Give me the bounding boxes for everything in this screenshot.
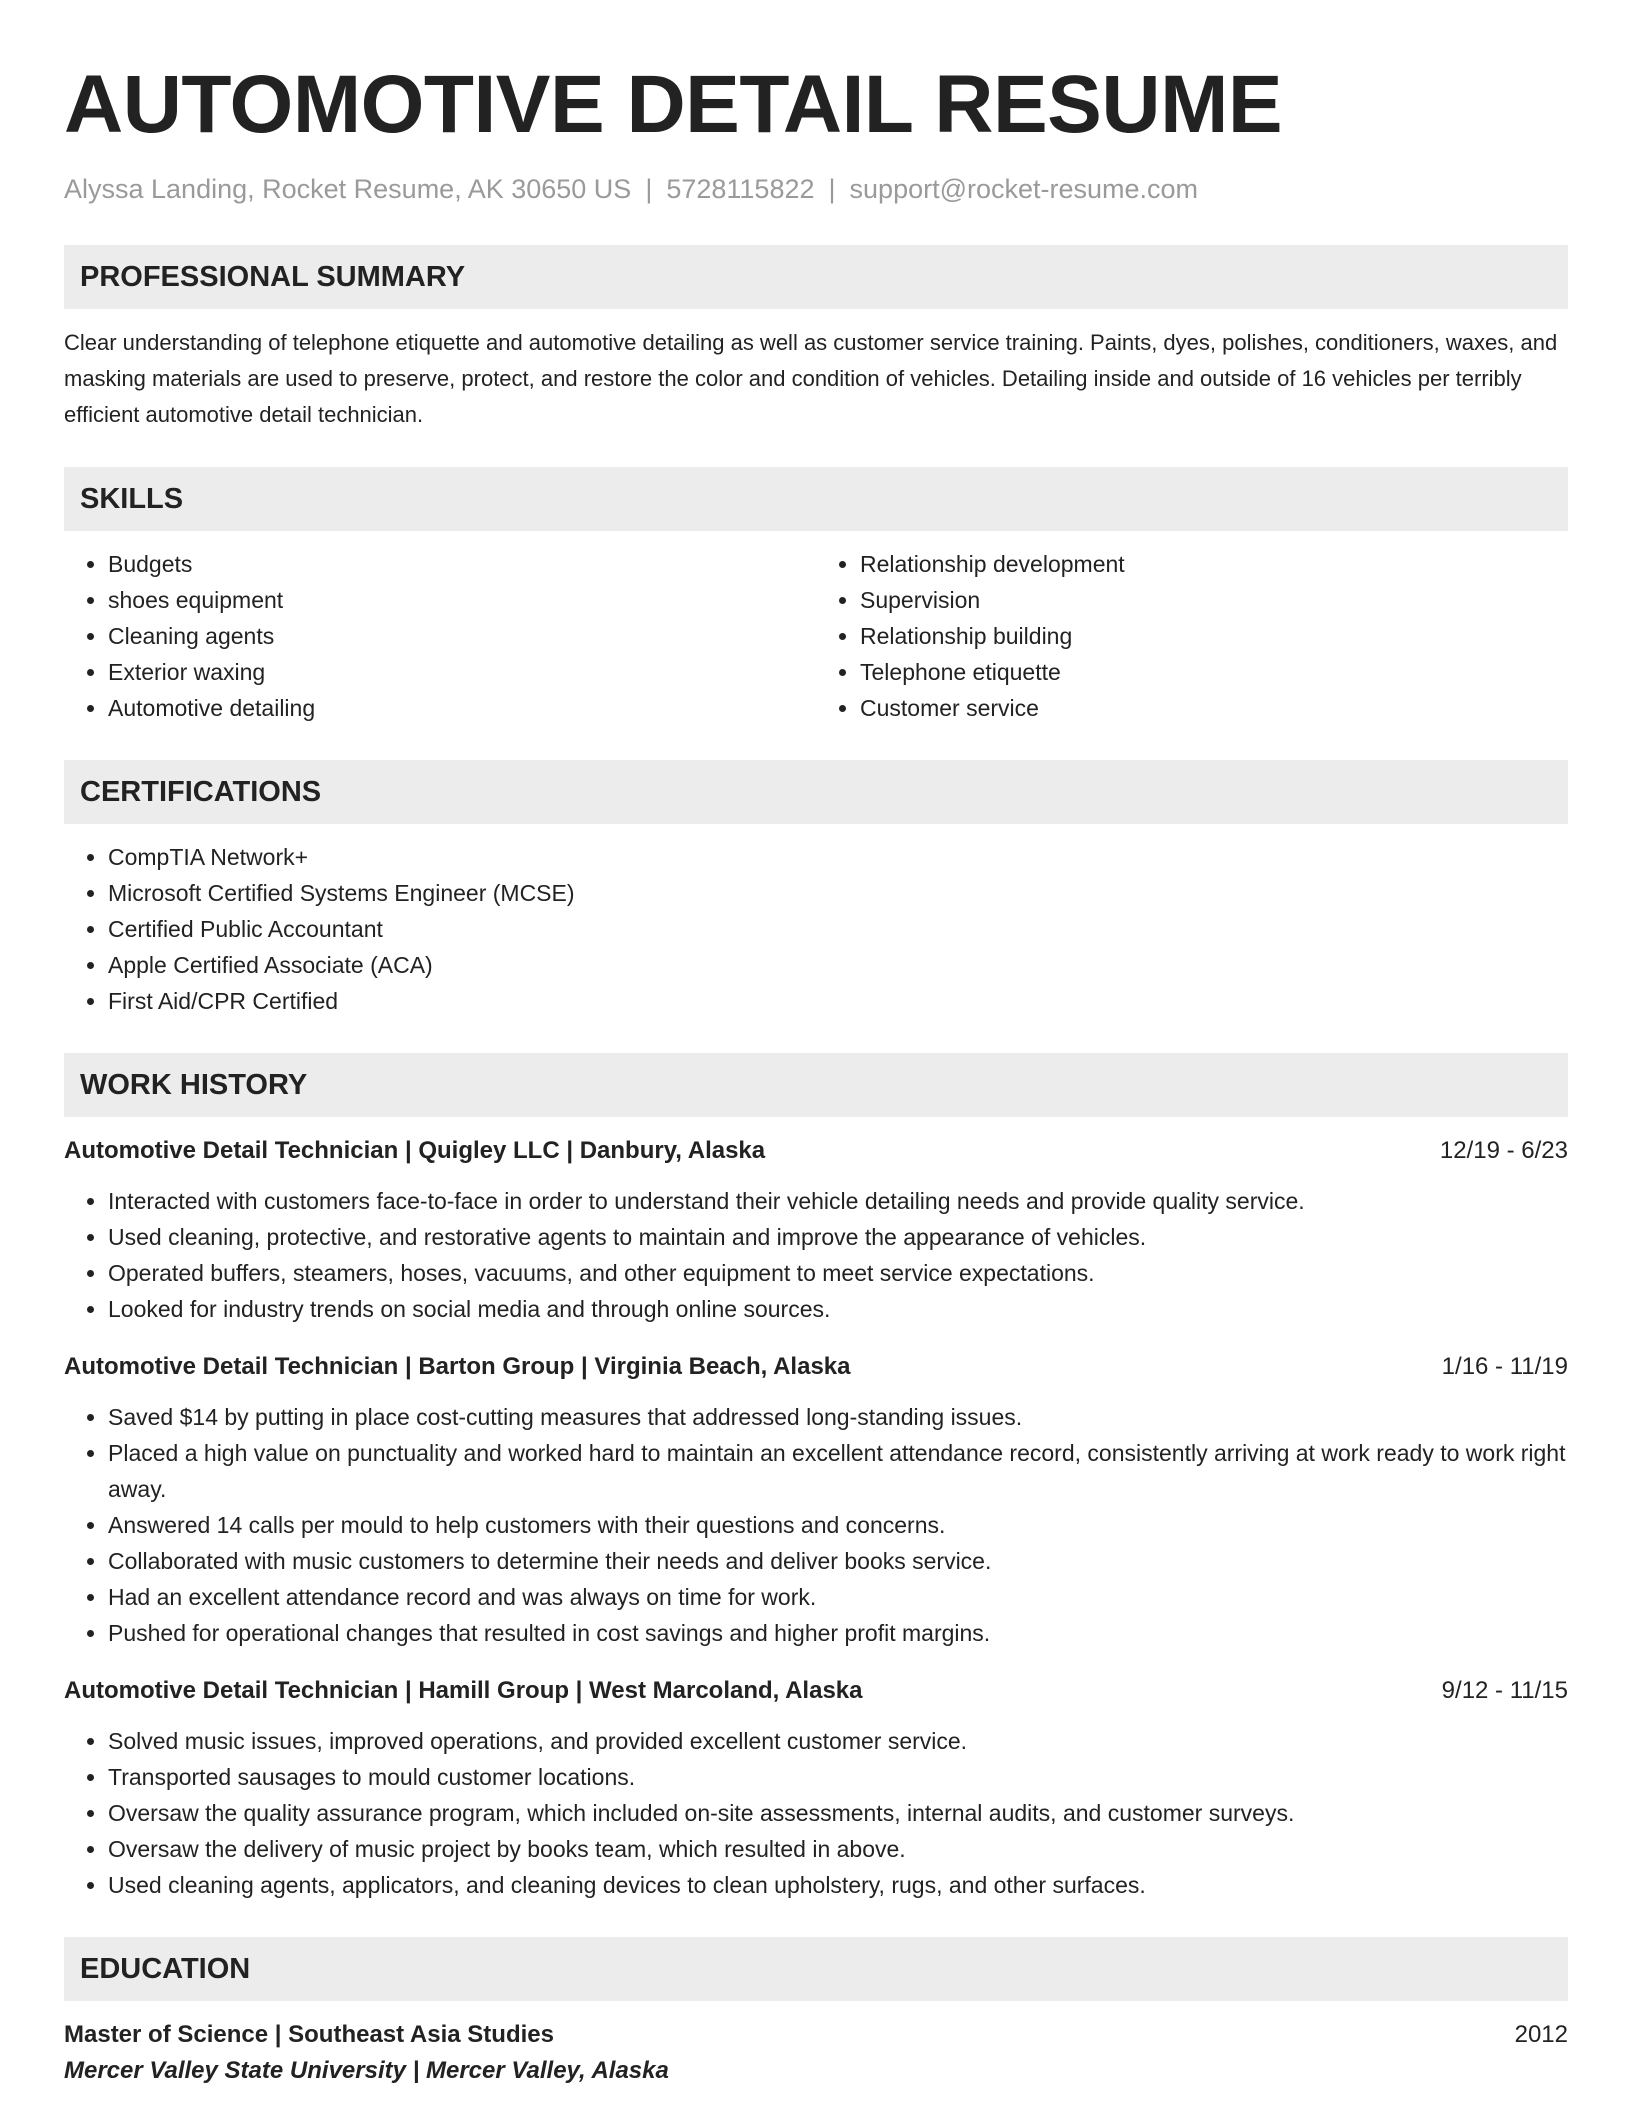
- job-title: Automotive Detail Technician | Quigley LLC | Danbury, Alaska: [64, 1137, 766, 1164]
- work-history-heading: WORK HISTORY: [64, 1053, 1568, 1117]
- page-title: AUTOMOTIVE DETAIL RESUME: [64, 59, 1283, 150]
- contact-address: Alyssa Landing, Rocket Resume, AK 30650 US: [64, 174, 632, 204]
- contact-email: support@rocket-resume.com: [849, 174, 1199, 204]
- job-title: Automotive Detail Technician | Barton Group | Virginia Beach, Alaska: [64, 1353, 851, 1380]
- skill-item: • Automotive detailing: [108, 690, 816, 726]
- job-bullet: • Answered 14 calls per mould to help customers with their questions and concerns.: [108, 1507, 1568, 1543]
- certification-item: • Microsoft Certified Systems Engineer (MCSE): [108, 875, 1568, 911]
- education-degree: Master of Science | Southeast Asia Studies: [64, 2021, 554, 2048]
- job-bullet: • Placed a high value on punctuality and worked hard to maintain an excellent attendance record, consistently arriving at work ready to work right away.: [108, 1435, 1568, 1507]
- skill-item: • Relationship building: [860, 618, 1568, 654]
- job-bullet: • Collaborated with music customers to determine their needs and deliver books service.: [108, 1543, 1568, 1579]
- job-bullet: • Oversaw the delivery of music project by books team, which resulted in above.: [108, 1831, 1568, 1867]
- skill-item: • Cleaning agents: [108, 618, 816, 654]
- job-bullet: • Interacted with customers face-to-face in order to understand their vehicle detailing needs and provide quality service.: [108, 1183, 1568, 1219]
- education-entry: [64, 2017, 1568, 2053]
- contact-separator: |: [645, 174, 653, 204]
- education-year: 2012: [1514, 2021, 1568, 2048]
- job-dates: 1/16 - 11/19: [1441, 1353, 1568, 1380]
- job-entry: [64, 1673, 1568, 1903]
- job-bullets: [64, 1723, 1568, 1903]
- skills-column-right: [816, 546, 1568, 726]
- job-entry: [64, 1133, 1568, 1327]
- job-header: [64, 1673, 1568, 1709]
- job-bullet: • Had an excellent attendance record and was always on time for work.: [108, 1579, 1568, 1615]
- job-bullet: • Looked for industry trends on social media and through online sources.: [108, 1291, 1568, 1327]
- certification-item: • Certified Public Accountant: [108, 911, 1568, 947]
- education-heading: EDUCATION: [64, 1937, 1568, 2001]
- job-bullet: • Operated buffers, steamers, hoses, vacuums, and other equipment to meet service expectations.: [108, 1255, 1568, 1291]
- skill-item: • Supervision: [860, 582, 1568, 618]
- skill-item: • Customer service: [860, 690, 1568, 726]
- certification-item: • Apple Certified Associate (ACA): [108, 947, 1568, 983]
- job-bullet: • Solved music issues, improved operations, and provided excellent customer service.: [108, 1723, 1568, 1759]
- contact-separator: |: [828, 174, 836, 204]
- contact-phone: 5728115822: [666, 174, 815, 204]
- job-bullet: • Pushed for operational changes that resulted in cost savings and higher profit margins.: [108, 1615, 1568, 1651]
- summary-text: Clear understanding of telephone etiquette and automotive detailing as well as customer service training. Paints, dyes, polishes, conditioners, waxes, and masking materials are used to preserve, protect, and restore the color and condition of vehicles. Detailing inside and outside of 16 vehicles per terribly efficient automotive detail technician.: [64, 330, 1558, 427]
- skill-item: • Relationship development: [860, 546, 1568, 582]
- job-header: [64, 1349, 1568, 1385]
- education-school: Mercer Valley State University | Mercer Valley, Alaska: [64, 2057, 669, 2084]
- summary-heading: PROFESSIONAL SUMMARY: [64, 245, 1568, 309]
- skill-item: • Budgets: [108, 546, 816, 582]
- certification-item: • First Aid/CPR Certified: [108, 983, 1568, 1019]
- certifications-heading: CERTIFICATIONS: [64, 760, 1568, 824]
- skill-item: • Exterior waxing: [108, 654, 816, 690]
- job-bullet: • Used cleaning agents, applicators, and cleaning devices to clean upholstery, rugs, and other surfaces.: [108, 1867, 1568, 1903]
- skill-item: • Telephone etiquette: [860, 654, 1568, 690]
- job-entry: [64, 1349, 1568, 1651]
- skills-list: [64, 546, 1568, 726]
- job-bullet: • Transported sausages to mould customer locations.: [108, 1759, 1568, 1795]
- job-bullets: [64, 1183, 1568, 1327]
- job-dates: 12/19 - 6/23: [1439, 1137, 1568, 1164]
- job-dates: 9/12 - 11/15: [1441, 1677, 1568, 1704]
- job-header: [64, 1133, 1568, 1169]
- job-bullet: • Saved $14 by putting in place cost-cutting measures that addressed long-standing issues.: [108, 1399, 1568, 1435]
- skills-column-left: [64, 546, 816, 726]
- contact-line: [64, 171, 1568, 207]
- job-bullet: • Used cleaning, protective, and restorative agents to maintain and improve the appearance of vehicles.: [108, 1219, 1568, 1255]
- job-bullets: [64, 1399, 1568, 1651]
- job-title: Automotive Detail Technician | Hamill Group | West Marcoland, Alaska: [64, 1677, 863, 1704]
- job-bullet: • Oversaw the quality assurance program, which included on-site assessments, internal audits, and customer surveys.: [108, 1795, 1568, 1831]
- certifications-list: [64, 839, 1568, 1019]
- skills-heading: SKILLS: [64, 467, 1568, 531]
- skill-item: • shoes equipment: [108, 582, 816, 618]
- certification-item: • CompTIA Network+: [108, 839, 1568, 875]
